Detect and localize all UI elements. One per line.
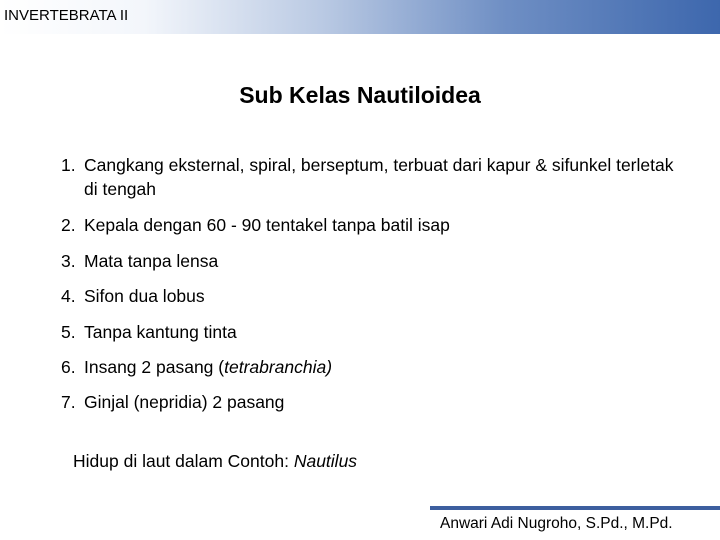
list-item — [61, 355, 681, 379]
list-item-text: Ginjal (nepridia) 2 pasang — [84, 392, 285, 412]
list-item-number: 6. — [61, 357, 76, 377]
habitat-text: Hidup di laut dalam Contoh: — [73, 451, 294, 471]
list-item — [61, 153, 681, 201]
header-bar — [0, 0, 720, 34]
slide-title: Sub Kelas Nautiloidea — [239, 82, 481, 108]
habitat-example: Nautilus — [293, 451, 358, 471]
list-item-text: Tanpa kantung tinta — [84, 322, 237, 342]
list-item-text: Sifon dua lobus — [84, 286, 205, 306]
list-item-text: Mata tanpa lensa — [84, 251, 219, 271]
list-item-number: 7. — [61, 392, 76, 412]
list-item — [61, 390, 681, 414]
list-item-number: 4. — [61, 286, 76, 306]
list-item-text: Cangkang eksternal, spiral, berseptum, terbuat dari kapur & sifunkel terletak di tengah — [84, 155, 674, 199]
characteristics-list — [61, 153, 681, 414]
list-item-number: 5. — [61, 322, 76, 342]
list-item-text: Kepala dengan 60 - 90 tentakel tanpa batil isap — [84, 215, 450, 235]
list-item-number: 3. — [61, 251, 76, 271]
list-item — [61, 284, 681, 308]
list-item-number: 2. — [61, 215, 76, 235]
list-item — [61, 320, 681, 344]
list-item — [61, 249, 681, 273]
list-item-text-italic: tetrabranchia) — [224, 357, 333, 377]
habitat-note — [73, 449, 357, 473]
list-item-text-plain: Insang 2 pasang ( — [84, 357, 225, 377]
list-item-text — [61, 355, 681, 379]
footer-author: Anwari Adi Nugroho, S.Pd., M.Pd. — [440, 515, 673, 532]
footer-bar — [430, 506, 720, 510]
course-title: INVERTEBRATA II — [4, 7, 129, 24]
list-item — [61, 213, 681, 237]
list-item-number: 1. — [61, 155, 76, 175]
